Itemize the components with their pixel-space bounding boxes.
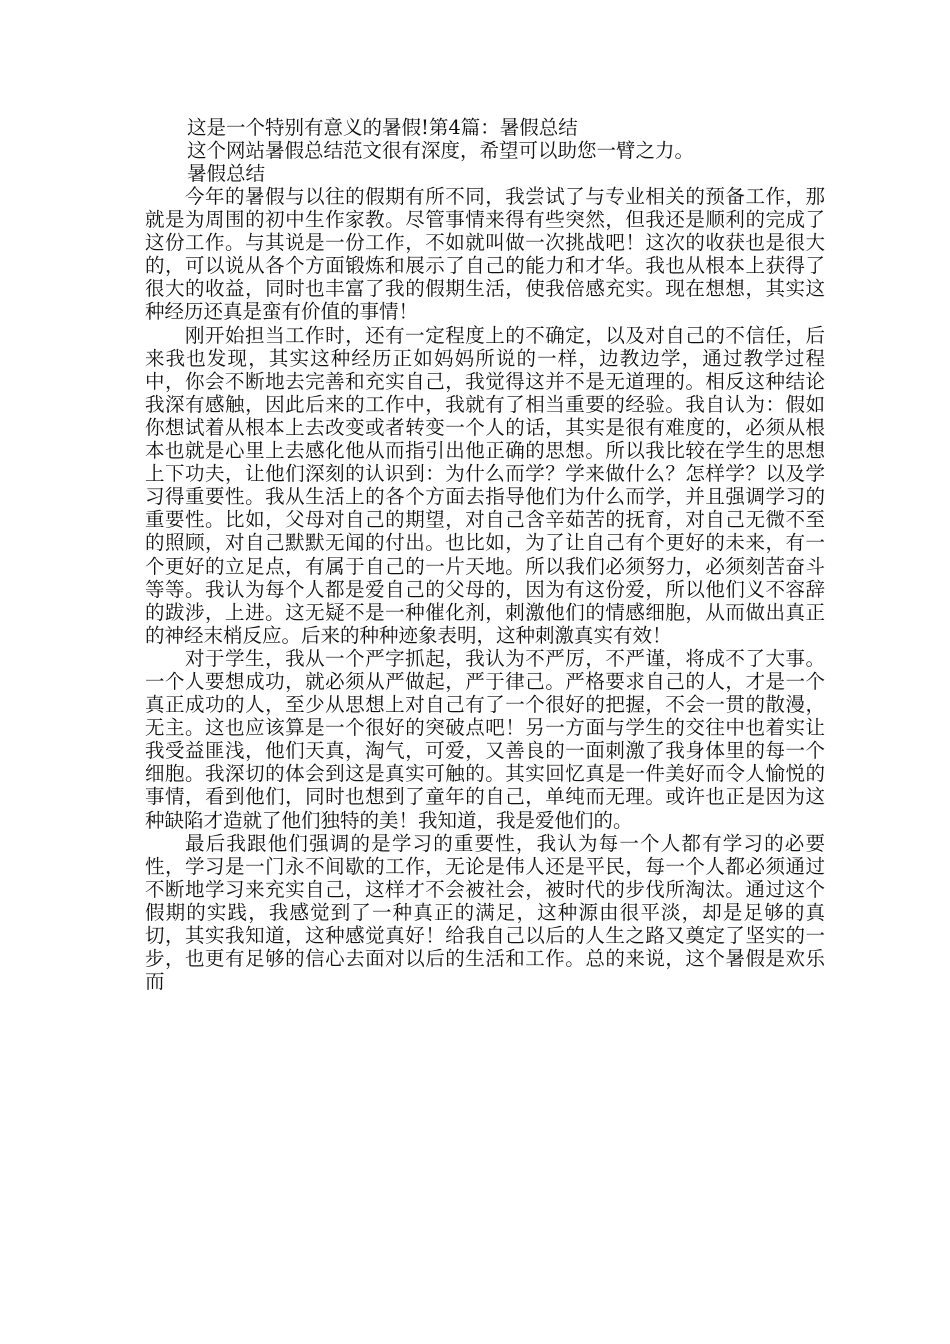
paragraph-4: 最后我跟他们强调的是学习的重要性，我认为每一个人都有学习的必要性，学习是一门永不间歇的工作，无论是伟人还是平民，每一个人都必须通过不断地学习来充实自己，这样才不会被社会，被时代的步伐所淘汰。通过这个假期的实践，我感觉到了一种真正的满足，这种源由很平淡，却是足够的真切，其实我知道，这种感觉真好！给我自己以后的人生之路又奠定了坚实的一步，也更有足够的信心去面对以后的生活和工作。总的来说，这个暑假是欢乐而 [145,831,825,994]
intro-line-title: 这是一个特别有意义的暑假!第4篇：暑假总结 [187,116,578,139]
section-heading: 暑假总结 [187,162,266,185]
paragraph-1: 今年的暑假与以往的假期有所不同，我尝试了与专业相关的预备工作，那就是为周围的初中生作家教。尽管事情来得有些突然，但我还是顺利的完成了这份工作。与其说是一份工作，不如就叫做一次挑战吧！这次的收获也是很大的，可以说从各个方面锻炼和展示了自己的能力和才华。我也从根本上获得了很大的收益，同时也丰富了我的假期生活，使我倍感充实。现在想想，其实这种经历还真是蛮有价值的事情！ [145,185,825,324]
paragraph-3: 对于学生，我从一个严字抓起，我认为不严厉，不严谨，将成不了大事。一个人要想成功，就必须从严做起，严于律己。严格要求自己的人，才是一个真正成功的人，至少从思想上对自己有了一个很好的把握，不会一贯的散漫，无主。这也应该算是一个很好的突破点吧！另一方面与学生的交往中也着实让我受益匪浅，他们天真，淘气，可爱，又善良的一面刺激了我身体里的每一个细胞。我深切的体会到这是真实可触的。其实回忆真是一件美好而令人愉悦的事情，看到他们，同时也想到了童年的自己，单纯而无理。或许也正是因为这种缺陷才造就了他们独特的美！我知道，我是爱他们的。 [145,646,825,832]
document-page [145,116,825,993]
paragraph-2: 刚开始担当工作时，还有一定程度上的不确定，以及对自己的不信任，后来我也发现，其实这种经历正如妈妈所说的一样，边教边学，通过教学过程中，你会不断地去完善和充实自己，我觉得这并不是无道理的。相反这种结论我深有感触，因此后来的工作中，我就有了相当重要的经验。我自认为：假如你想试着从根本上去改变或者转变一个人的话，其实是很有难度的，必须从根本也就是心里上去感化他从而指引出他正确的思想。所以我比较在学生的思想上下功夫，让他们深刻的认识到：为什么而学？学来做什么？怎样学？以及学习得重要性。我从生活上的各个方面去指导他们为什么而学，并且强调学习的重要性。比如，父母对自己的期望，对自己含辛茹苦的抚育，对自己无微不至的照顾，对自己默默无闻的付出。也比如，为了让自己有个更好的未来，有一个更好的立足点，有属于自己的一片天地。所以我们必须努力，必须刻苦奋斗等等。我认为每个人都是爱自己的父母的，因为有这份爱，所以他们义不容辞的跋涉，上进。这无疑不是一种催化剂，刺激他们的情感细胞，从而做出真正的神经末梢反应。后来的种种迹象表明，这种刺激真实有效！ [145,323,825,647]
intro-line-description: 这个网站暑假总结范文很有深度，希望可以助您一臂之力。 [187,139,695,162]
